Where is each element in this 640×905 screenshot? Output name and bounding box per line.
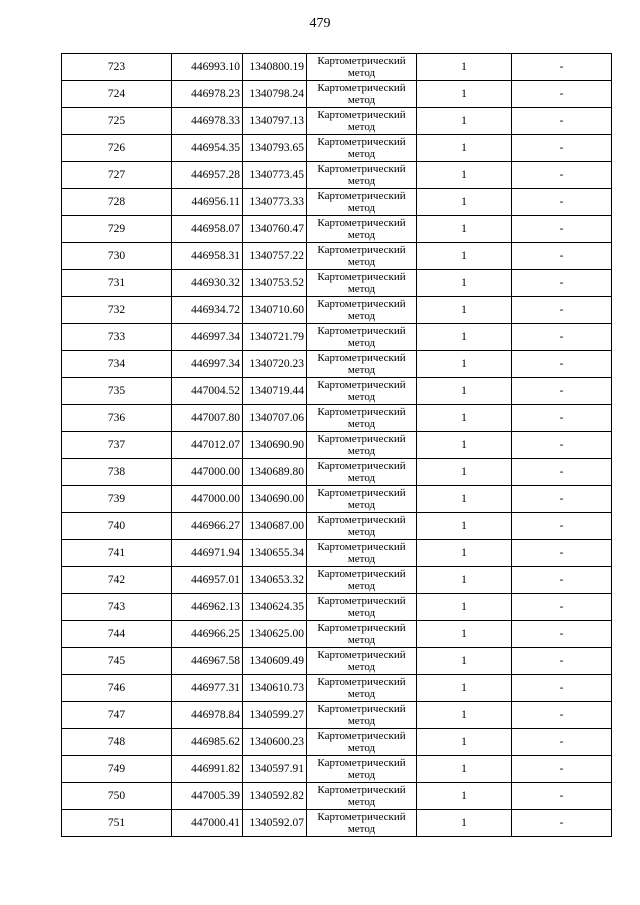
table-row — [62, 459, 612, 486]
point-number-cell: 731 — [62, 270, 172, 297]
x-coordinate-cell: 446967.58 — [172, 648, 243, 675]
point-number-cell: 723 — [62, 54, 172, 81]
point-number-cell: 739 — [62, 486, 172, 513]
method-line-2: метод — [347, 580, 376, 592]
point-number-cell: 740 — [62, 513, 172, 540]
point-number-cell: 749 — [62, 756, 172, 783]
method-cell — [307, 270, 417, 297]
count-cell: 1 — [417, 81, 512, 108]
x-coordinate-cell: 447000.00 — [172, 486, 243, 513]
method-cell — [307, 513, 417, 540]
table-row — [62, 756, 612, 783]
method-cell — [307, 594, 417, 621]
note-cell: - — [512, 432, 612, 459]
note-cell: - — [512, 243, 612, 270]
y-coordinate-cell: 1340690.00 — [243, 486, 307, 513]
method-line-1: Картометрический — [317, 244, 406, 256]
y-coordinate-cell: 1340721.79 — [243, 324, 307, 351]
note-cell: - — [512, 54, 612, 81]
point-number-cell: 750 — [62, 783, 172, 810]
method-cell — [307, 54, 417, 81]
count-cell: 1 — [417, 108, 512, 135]
point-number-cell: 725 — [62, 108, 172, 135]
method-line-1: Картометрический — [317, 433, 406, 445]
y-coordinate-cell: 1340753.52 — [243, 270, 307, 297]
table-row — [62, 54, 612, 81]
method-cell — [307, 810, 417, 837]
method-cell — [307, 729, 417, 756]
method-cell — [307, 756, 417, 783]
method-line-2: метод — [347, 715, 376, 727]
table-row — [62, 567, 612, 594]
count-cell: 1 — [417, 297, 512, 324]
method-line-1: Картометрический — [317, 163, 406, 175]
method-cell — [307, 675, 417, 702]
method-line-2: метод — [347, 742, 376, 754]
y-coordinate-cell: 1340597.91 — [243, 756, 307, 783]
x-coordinate-cell: 446958.31 — [172, 243, 243, 270]
y-coordinate-cell: 1340773.33 — [243, 189, 307, 216]
x-coordinate-cell: 446985.62 — [172, 729, 243, 756]
note-cell: - — [512, 648, 612, 675]
method-line-1: Картометрический — [317, 325, 406, 337]
method-line-2: метод — [347, 553, 376, 565]
note-cell: - — [512, 594, 612, 621]
method-line-1: Картометрический — [317, 541, 406, 553]
note-cell: - — [512, 621, 612, 648]
method-line-1: Картометрический — [317, 514, 406, 526]
y-coordinate-cell: 1340707.06 — [243, 405, 307, 432]
point-number-cell: 745 — [62, 648, 172, 675]
note-cell: - — [512, 108, 612, 135]
y-coordinate-cell: 1340610.73 — [243, 675, 307, 702]
x-coordinate-cell: 447004.52 — [172, 378, 243, 405]
method-line-2: метод — [347, 688, 376, 700]
method-line-1: Картометрический — [317, 379, 406, 391]
count-cell: 1 — [417, 162, 512, 189]
count-cell: 1 — [417, 405, 512, 432]
y-coordinate-cell: 1340757.22 — [243, 243, 307, 270]
y-coordinate-cell: 1340793.65 — [243, 135, 307, 162]
method-line-1: Картометрический — [317, 271, 406, 283]
table-row — [62, 162, 612, 189]
note-cell: - — [512, 486, 612, 513]
y-coordinate-cell: 1340653.32 — [243, 567, 307, 594]
method-line-2: метод — [347, 823, 376, 835]
note-cell: - — [512, 378, 612, 405]
note-cell: - — [512, 270, 612, 297]
note-cell: - — [512, 567, 612, 594]
method-line-1: Картометрический — [317, 487, 406, 499]
point-number-cell: 737 — [62, 432, 172, 459]
point-number-cell: 746 — [62, 675, 172, 702]
method-line-2: метод — [347, 526, 376, 538]
x-coordinate-cell: 446997.34 — [172, 351, 243, 378]
table-row — [62, 108, 612, 135]
table-row — [62, 135, 612, 162]
method-line-2: метод — [347, 94, 376, 106]
note-cell: - — [512, 459, 612, 486]
method-line-1: Картометрический — [317, 190, 406, 202]
point-number-cell: 741 — [62, 540, 172, 567]
method-cell — [307, 378, 417, 405]
x-coordinate-cell: 446978.23 — [172, 81, 243, 108]
method-line-2: метод — [347, 256, 376, 268]
table-row — [62, 783, 612, 810]
x-coordinate-cell: 446930.32 — [172, 270, 243, 297]
note-cell: - — [512, 135, 612, 162]
y-coordinate-cell: 1340720.23 — [243, 351, 307, 378]
y-coordinate-cell: 1340800.19 — [243, 54, 307, 81]
method-line-1: Картометрический — [317, 703, 406, 715]
method-cell — [307, 702, 417, 729]
method-line-2: метод — [347, 418, 376, 430]
count-cell: 1 — [417, 756, 512, 783]
y-coordinate-cell: 1340760.47 — [243, 216, 307, 243]
method-line-1: Картометрический — [317, 757, 406, 769]
count-cell: 1 — [417, 810, 512, 837]
note-cell: - — [512, 405, 612, 432]
method-line-2: метод — [347, 499, 376, 511]
y-coordinate-cell: 1340625.00 — [243, 621, 307, 648]
note-cell: - — [512, 297, 612, 324]
point-number-cell: 747 — [62, 702, 172, 729]
x-coordinate-cell: 446997.34 — [172, 324, 243, 351]
x-coordinate-cell: 446957.28 — [172, 162, 243, 189]
count-cell: 1 — [417, 702, 512, 729]
y-coordinate-cell: 1340592.07 — [243, 810, 307, 837]
x-coordinate-cell: 447000.00 — [172, 459, 243, 486]
count-cell: 1 — [417, 594, 512, 621]
x-coordinate-cell: 446978.33 — [172, 108, 243, 135]
method-line-2: метод — [347, 337, 376, 349]
method-line-1: Картометрический — [317, 109, 406, 121]
table-row — [62, 405, 612, 432]
point-number-cell: 743 — [62, 594, 172, 621]
method-cell — [307, 81, 417, 108]
method-line-1: Картометрический — [317, 136, 406, 148]
table-row — [62, 810, 612, 837]
method-line-1: Картометрический — [317, 298, 406, 310]
table-row — [62, 432, 612, 459]
count-cell: 1 — [417, 675, 512, 702]
count-cell: 1 — [417, 378, 512, 405]
method-cell — [307, 324, 417, 351]
y-coordinate-cell: 1340690.90 — [243, 432, 307, 459]
method-line-2: метод — [347, 202, 376, 214]
method-line-1: Картометрический — [317, 217, 406, 229]
count-cell: 1 — [417, 459, 512, 486]
table-row — [62, 513, 612, 540]
note-cell: - — [512, 351, 612, 378]
count-cell: 1 — [417, 621, 512, 648]
point-number-cell: 735 — [62, 378, 172, 405]
method-line-2: метод — [347, 607, 376, 619]
table-row — [62, 243, 612, 270]
count-cell: 1 — [417, 216, 512, 243]
note-cell: - — [512, 810, 612, 837]
count-cell: 1 — [417, 189, 512, 216]
note-cell: - — [512, 675, 612, 702]
count-cell: 1 — [417, 567, 512, 594]
note-cell: - — [512, 189, 612, 216]
method-line-2: метод — [347, 391, 376, 403]
point-number-cell: 726 — [62, 135, 172, 162]
method-line-2: метод — [347, 661, 376, 673]
table-row — [62, 486, 612, 513]
x-coordinate-cell: 446971.94 — [172, 540, 243, 567]
count-cell: 1 — [417, 54, 512, 81]
method-line-1: Картометрический — [317, 730, 406, 742]
note-cell: - — [512, 540, 612, 567]
point-number-cell: 748 — [62, 729, 172, 756]
method-cell — [307, 459, 417, 486]
note-cell: - — [512, 216, 612, 243]
y-coordinate-cell: 1340599.27 — [243, 702, 307, 729]
count-cell: 1 — [417, 270, 512, 297]
method-line-2: метод — [347, 796, 376, 808]
point-number-cell: 727 — [62, 162, 172, 189]
count-cell: 1 — [417, 486, 512, 513]
method-cell — [307, 567, 417, 594]
point-number-cell: 730 — [62, 243, 172, 270]
y-coordinate-cell: 1340773.45 — [243, 162, 307, 189]
method-line-2: метод — [347, 445, 376, 457]
count-cell: 1 — [417, 513, 512, 540]
note-cell: - — [512, 783, 612, 810]
note-cell: - — [512, 702, 612, 729]
table-row — [62, 675, 612, 702]
note-cell: - — [512, 756, 612, 783]
x-coordinate-cell: 447012.07 — [172, 432, 243, 459]
point-number-cell: 733 — [62, 324, 172, 351]
count-cell: 1 — [417, 729, 512, 756]
x-coordinate-cell: 446977.31 — [172, 675, 243, 702]
x-coordinate-cell: 446991.82 — [172, 756, 243, 783]
table-row — [62, 297, 612, 324]
point-number-cell: 736 — [62, 405, 172, 432]
y-coordinate-cell: 1340719.44 — [243, 378, 307, 405]
method-line-1: Картометрический — [317, 622, 406, 634]
count-cell: 1 — [417, 648, 512, 675]
point-number-cell: 724 — [62, 81, 172, 108]
method-cell — [307, 189, 417, 216]
method-line-2: метод — [347, 175, 376, 187]
method-line-2: метод — [347, 634, 376, 646]
note-cell: - — [512, 162, 612, 189]
point-number-cell: 729 — [62, 216, 172, 243]
point-number-cell: 728 — [62, 189, 172, 216]
page-number: 479 — [309, 16, 331, 31]
x-coordinate-cell: 447005.39 — [172, 783, 243, 810]
method-cell — [307, 783, 417, 810]
method-line-1: Картометрический — [317, 811, 406, 823]
method-line-1: Картометрический — [317, 595, 406, 607]
count-cell: 1 — [417, 351, 512, 378]
point-number-cell: 744 — [62, 621, 172, 648]
method-cell — [307, 216, 417, 243]
table-row — [62, 540, 612, 567]
count-cell: 1 — [417, 324, 512, 351]
method-line-2: метод — [347, 229, 376, 241]
method-cell — [307, 621, 417, 648]
method-line-2: метод — [347, 148, 376, 160]
point-number-cell: 732 — [62, 297, 172, 324]
table-row — [62, 594, 612, 621]
method-line-2: метод — [347, 310, 376, 322]
method-line-2: метод — [347, 67, 376, 79]
y-coordinate-cell: 1340624.35 — [243, 594, 307, 621]
count-cell: 1 — [417, 540, 512, 567]
x-coordinate-cell: 446978.84 — [172, 702, 243, 729]
table-row — [62, 351, 612, 378]
method-line-2: метод — [347, 283, 376, 295]
count-cell: 1 — [417, 135, 512, 162]
table-row — [62, 648, 612, 675]
count-cell: 1 — [417, 783, 512, 810]
table-row — [62, 270, 612, 297]
note-cell: - — [512, 513, 612, 540]
method-line-1: Картометрический — [317, 406, 406, 418]
table-row — [62, 378, 612, 405]
point-number-cell: 742 — [62, 567, 172, 594]
method-cell — [307, 243, 417, 270]
method-cell — [307, 162, 417, 189]
table-row — [62, 621, 612, 648]
method-line-2: метод — [347, 472, 376, 484]
method-cell — [307, 486, 417, 513]
method-line-1: Картометрический — [317, 676, 406, 688]
coordinates-table — [61, 53, 612, 837]
count-cell: 1 — [417, 243, 512, 270]
method-line-1: Картометрический — [317, 649, 406, 661]
y-coordinate-cell: 1340689.80 — [243, 459, 307, 486]
table-row — [62, 702, 612, 729]
method-line-1: Картометрический — [317, 784, 406, 796]
method-line-1: Картометрический — [317, 352, 406, 364]
y-coordinate-cell: 1340710.60 — [243, 297, 307, 324]
method-cell — [307, 432, 417, 459]
note-cell: - — [512, 81, 612, 108]
point-number-cell: 738 — [62, 459, 172, 486]
y-coordinate-cell: 1340655.34 — [243, 540, 307, 567]
table-row — [62, 729, 612, 756]
x-coordinate-cell: 446966.27 — [172, 513, 243, 540]
method-line-2: метод — [347, 364, 376, 376]
x-coordinate-cell: 446957.01 — [172, 567, 243, 594]
x-coordinate-cell: 446993.10 — [172, 54, 243, 81]
y-coordinate-cell: 1340798.24 — [243, 81, 307, 108]
method-line-2: метод — [347, 121, 376, 133]
x-coordinate-cell: 446934.72 — [172, 297, 243, 324]
table-row — [62, 81, 612, 108]
table-row — [62, 324, 612, 351]
x-coordinate-cell: 446954.35 — [172, 135, 243, 162]
y-coordinate-cell: 1340797.13 — [243, 108, 307, 135]
method-line-1: Картометрический — [317, 82, 406, 94]
x-coordinate-cell: 446956.11 — [172, 189, 243, 216]
method-cell — [307, 135, 417, 162]
count-cell: 1 — [417, 432, 512, 459]
y-coordinate-cell: 1340600.23 — [243, 729, 307, 756]
method-line-2: метод — [347, 769, 376, 781]
x-coordinate-cell: 447007.80 — [172, 405, 243, 432]
x-coordinate-cell: 446962.13 — [172, 594, 243, 621]
method-cell — [307, 405, 417, 432]
y-coordinate-cell: 1340592.82 — [243, 783, 307, 810]
y-coordinate-cell: 1340609.49 — [243, 648, 307, 675]
method-cell — [307, 297, 417, 324]
method-cell — [307, 351, 417, 378]
table-row — [62, 216, 612, 243]
method-cell — [307, 648, 417, 675]
point-number-cell: 734 — [62, 351, 172, 378]
note-cell: - — [512, 729, 612, 756]
method-line-1: Картометрический — [317, 568, 406, 580]
method-line-1: Картометрический — [317, 460, 406, 472]
x-coordinate-cell: 446966.25 — [172, 621, 243, 648]
table-row — [62, 189, 612, 216]
method-cell — [307, 108, 417, 135]
y-coordinate-cell: 1340687.00 — [243, 513, 307, 540]
method-cell — [307, 540, 417, 567]
method-line-1: Картометрический — [317, 55, 406, 67]
note-cell: - — [512, 324, 612, 351]
x-coordinate-cell: 446958.07 — [172, 216, 243, 243]
x-coordinate-cell: 447000.41 — [172, 810, 243, 837]
point-number-cell: 751 — [62, 810, 172, 837]
